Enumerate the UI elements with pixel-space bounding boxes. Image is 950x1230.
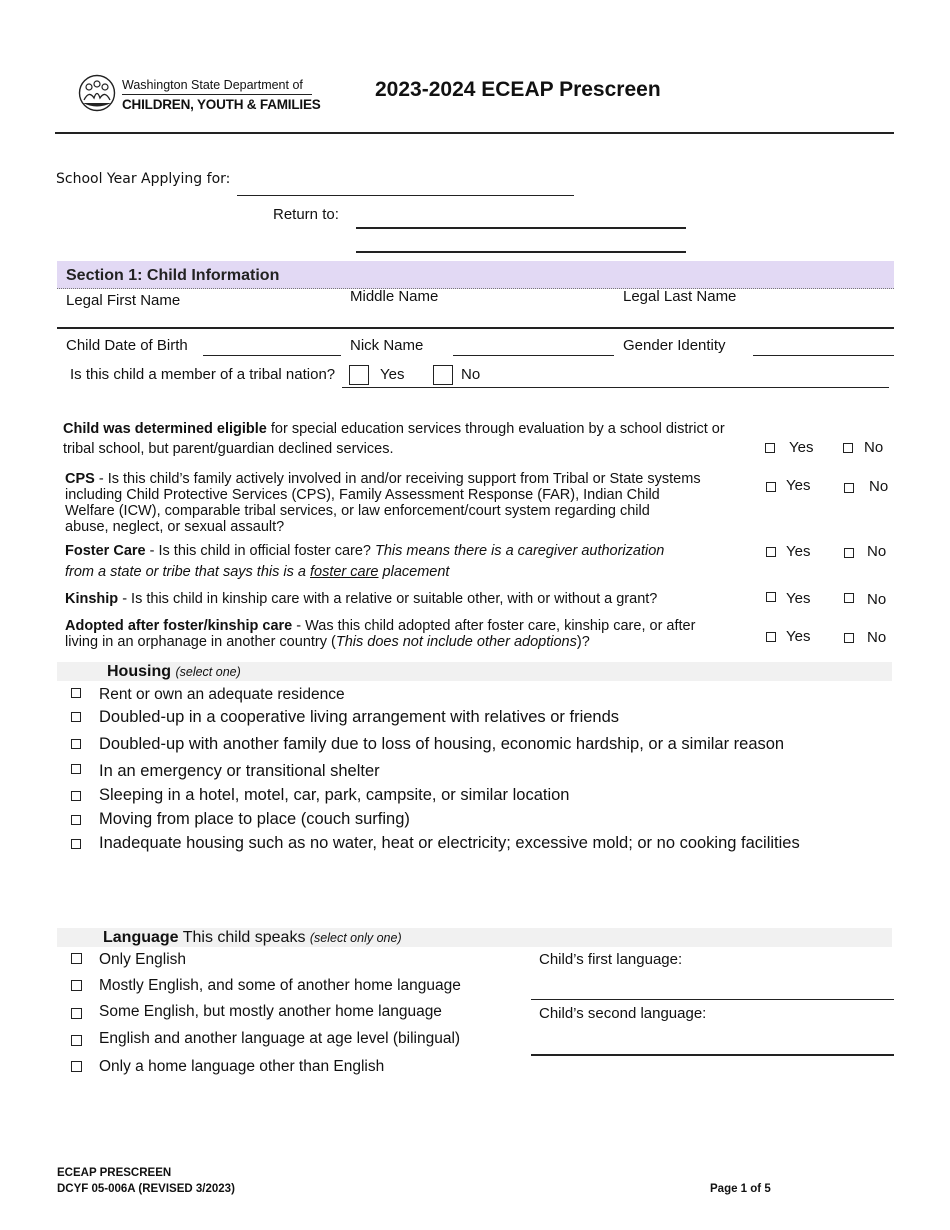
school-year-label: School Year Applying for:: [56, 171, 231, 187]
kinship-no-label: No: [867, 591, 887, 608]
housing-option-checkbox[interactable]: [71, 815, 81, 825]
adopted-no-checkbox[interactable]: [844, 633, 854, 643]
middle-name-label: Middle Name: [350, 288, 439, 305]
document-title: 2023-2024 ECEAP Prescreen: [375, 78, 661, 101]
question-cps: CPS - Is this child’s family actively involved in and/or receiving support from Tribal or State systems including Child Protective Services (CPS), Family Assessment Response (FAR), Indian Child Welfare (ICW), comparable tribal services, or law enforcement/court system regarding child abuse, neglect, or sexual assault?: [65, 471, 701, 535]
legal-first-name-label: Legal First Name: [66, 292, 181, 309]
footer-form-id: DCYF 05-006A (REVISED 3/2023): [57, 1183, 235, 1195]
return-to-label: Return to:: [273, 206, 339, 223]
language-title: Language This child speaks (select only one): [103, 929, 402, 946]
housing-header: [57, 662, 892, 681]
housing-option-label: Doubled-up in a cooperative living arrangement with relatives or friends: [99, 708, 620, 726]
tribal-underline: [342, 387, 889, 388]
gender-identity-field[interactable]: [753, 355, 894, 356]
language-option-label: Only English: [99, 951, 187, 968]
tribal-question: Is this child a member of a tribal nation?: [70, 366, 336, 383]
housing-option-label: Moving from place to place (couch surfing): [99, 810, 410, 828]
housing-option-checkbox[interactable]: [71, 839, 81, 849]
language-header: [57, 928, 892, 947]
header-rule: [55, 132, 894, 134]
language-option-checkbox[interactable]: [71, 980, 82, 991]
nick-name-label: Nick Name: [350, 337, 424, 354]
family-logo-icon: [78, 74, 116, 112]
school-year-field[interactable]: [237, 195, 574, 196]
cps-no-checkbox[interactable]: [844, 483, 854, 493]
language-option-checkbox[interactable]: [71, 953, 82, 964]
second-language-label: Child’s second language:: [539, 1005, 707, 1022]
adopted-yes-label: Yes: [786, 628, 811, 645]
tribal-no-checkbox[interactable]: [433, 365, 453, 385]
cps-no-label: No: [869, 478, 889, 495]
foster-care-no-checkbox[interactable]: [844, 548, 854, 558]
second-language-field[interactable]: [531, 1054, 894, 1056]
housing-title: Housing (select one): [107, 663, 241, 680]
first-language-field[interactable]: [531, 999, 894, 1000]
org-name-line2: CHILDREN, YOUTH & FAMILIES: [122, 97, 321, 112]
language-option-checkbox[interactable]: [71, 1061, 82, 1072]
foster-care-yes-checkbox[interactable]: [766, 547, 776, 557]
housing-option-checkbox[interactable]: [71, 712, 81, 722]
name-field-line[interactable]: [57, 327, 894, 329]
return-to-field-line2[interactable]: [356, 251, 686, 253]
housing-option-label: Rent or own an adequate residence: [99, 686, 345, 703]
language-option-checkbox[interactable]: [71, 1035, 82, 1046]
kinship-yes-checkbox[interactable]: [766, 592, 776, 602]
dob-label: Child Date of Birth: [66, 337, 188, 354]
first-language-label: Child’s first language:: [539, 951, 683, 968]
tribal-no-label: No: [461, 366, 481, 383]
nick-name-field[interactable]: [453, 355, 614, 356]
housing-option-label: Doubled-up with another family due to loss of housing, economic hardship, or a similar reason: [99, 735, 785, 753]
adopted-yes-checkbox[interactable]: [766, 632, 776, 642]
housing-option-checkbox[interactable]: [71, 764, 81, 774]
kinship-no-checkbox[interactable]: [844, 593, 854, 603]
tribal-yes-label: Yes: [380, 366, 405, 383]
question-foster-care: Foster Care - Is this child in official foster care? This means there is a caregiver authorization from a state or tribe that says this is a foster care placement: [65, 543, 665, 580]
language-option-label: Only a home language other than English: [99, 1058, 385, 1075]
dcyf-logo: [78, 72, 321, 118]
housing-option-label: In an emergency or transitional shelter: [99, 762, 380, 780]
language-option-label: Some English, but mostly another home language: [99, 1003, 442, 1020]
question-kinship: Kinship - Is this child in kinship care with a relative or suitable other, with or without a grant?: [65, 591, 658, 607]
language-option-label: Mostly English, and some of another home language: [99, 977, 461, 994]
housing-option-label: Inadequate housing such as no water, heat or electricity; excessive mold; or no cooking facilities: [99, 834, 800, 852]
cps-yes-label: Yes: [786, 477, 811, 494]
tribal-yes-checkbox[interactable]: [349, 365, 369, 385]
org-name-line1: Washington State Department of: [122, 78, 303, 92]
gender-identity-label: Gender Identity: [623, 337, 726, 354]
special-education-no-checkbox[interactable]: [843, 443, 853, 453]
language-option-label: English and another language at age level (bilingual): [99, 1030, 461, 1047]
kinship-yes-label: Yes: [786, 590, 811, 607]
dob-field[interactable]: [203, 355, 341, 356]
footer-form-name: ECEAP PRESCREEN: [57, 1167, 172, 1179]
question-special-education: Child was determined eligible for special education services through evaluation by a school district or tribal school, but parent/guardian declined services.: [63, 421, 725, 457]
section-1-title: Section 1: Child Information: [66, 267, 280, 284]
housing-option-label: Sleeping in a hotel, motel, car, park, campsite, or similar location: [99, 786, 570, 804]
legal-last-name-label: Legal Last Name: [623, 288, 737, 305]
special-education-yes-checkbox[interactable]: [765, 443, 775, 453]
adopted-no-label: No: [867, 629, 887, 646]
cps-yes-checkbox[interactable]: [766, 482, 776, 492]
question-adopted: Adopted after foster/kinship care - Was this child adopted after foster care, kinship care, or after living in an orphanage in another country (This does not include other adoptions)?: [65, 618, 696, 650]
foster-care-yes-label: Yes: [786, 543, 811, 560]
return-to-field-line1[interactable]: [356, 227, 686, 229]
housing-option-checkbox[interactable]: [71, 791, 81, 801]
special-education-no-label: No: [864, 439, 884, 456]
housing-option-checkbox[interactable]: [71, 739, 81, 749]
footer-page-number: Page 1 of 5: [710, 1183, 771, 1195]
foster-care-no-label: No: [867, 543, 887, 560]
language-option-checkbox[interactable]: [71, 1008, 82, 1019]
housing-option-checkbox[interactable]: [71, 688, 81, 698]
special-education-yes-label: Yes: [789, 439, 814, 456]
logo-divider: [122, 94, 312, 95]
section-1-header: [57, 261, 894, 289]
